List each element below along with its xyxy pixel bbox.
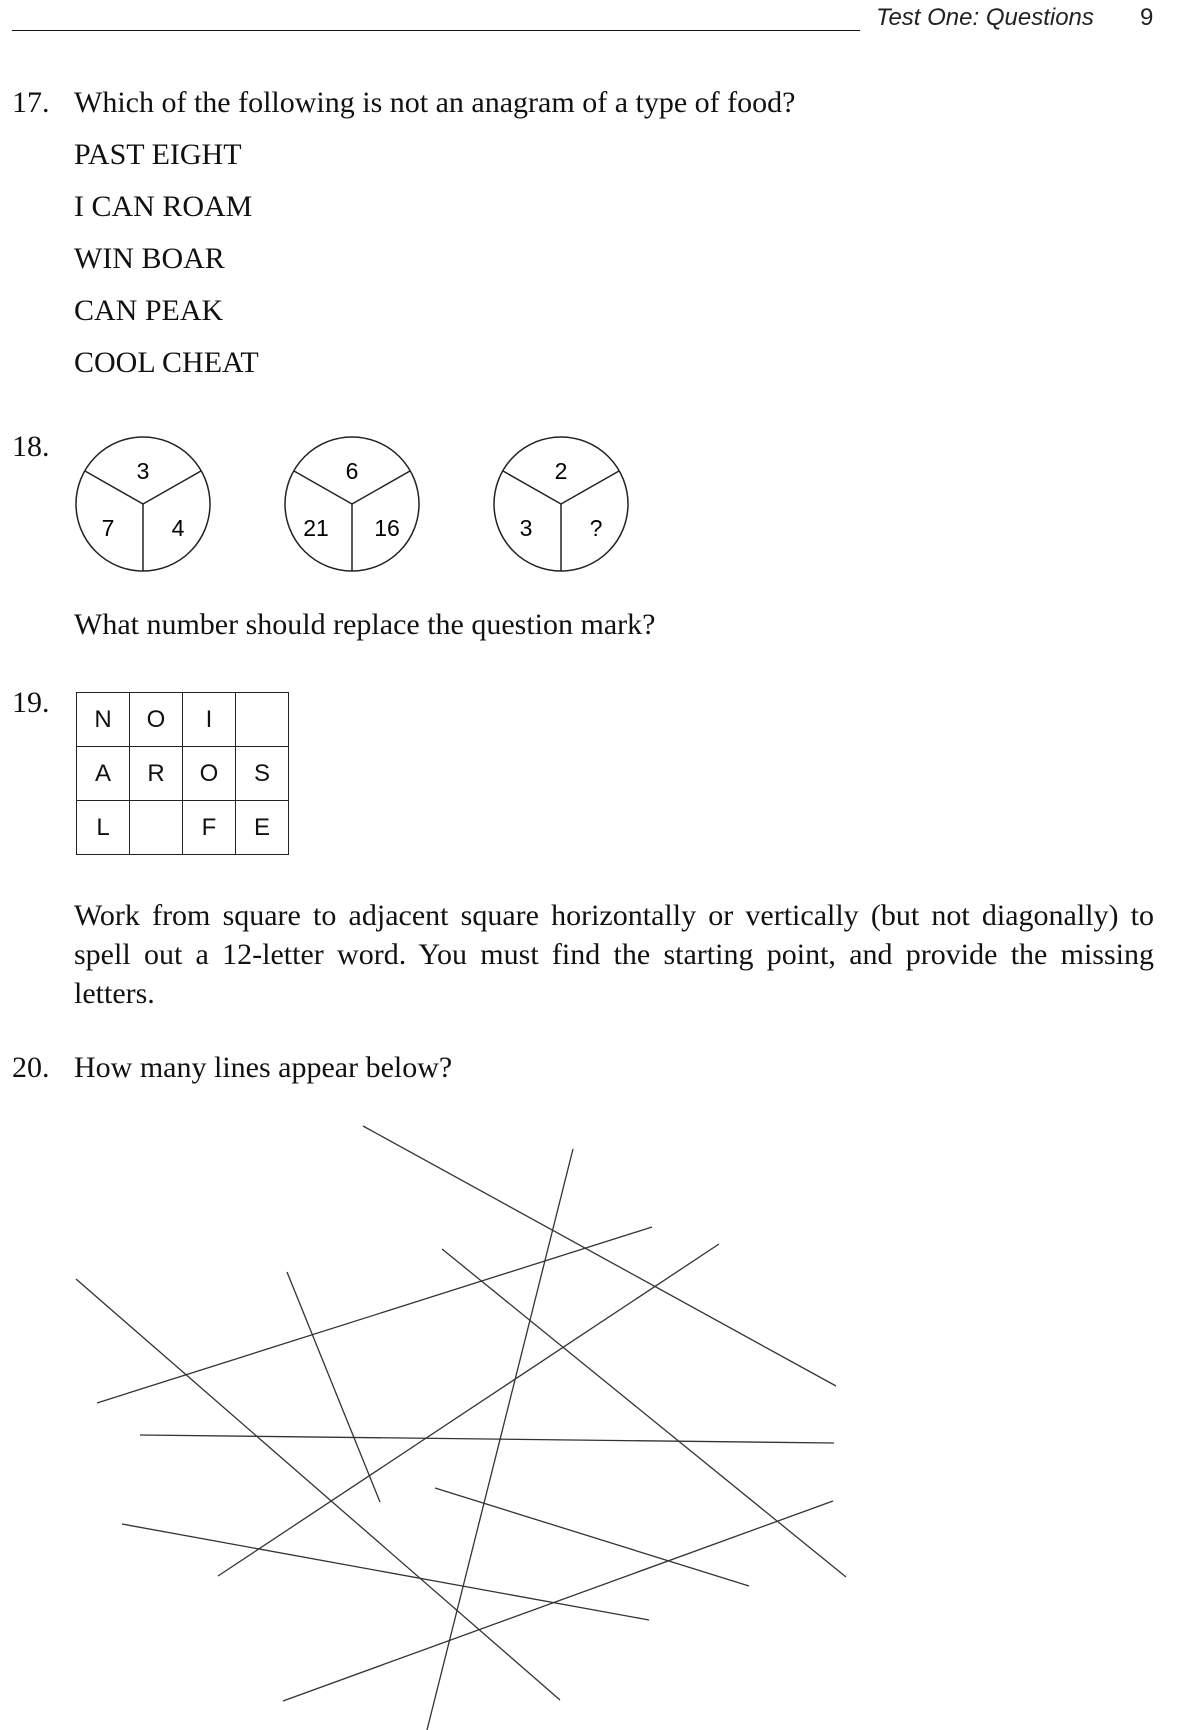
question-19-number: 19. <box>12 686 50 719</box>
lines-figure <box>0 1100 1184 1730</box>
grid-cell: A <box>77 747 130 801</box>
grid-cell: L <box>77 801 130 855</box>
q17-option: PAST EIGHT <box>74 138 242 171</box>
figure-line <box>435 1488 749 1586</box>
circle-value-left: 21 <box>303 515 329 541</box>
puzzle-circle <box>285 437 419 571</box>
question-17-text: Which of the following is not an anagram of a type of food? <box>74 86 796 119</box>
figure-line <box>122 1524 649 1620</box>
circle-value-top: 3 <box>136 458 150 484</box>
question-20-number: 20. <box>12 1051 50 1084</box>
circle-value-left: 7 <box>101 515 115 541</box>
question-18-number: 18. <box>12 430 50 463</box>
question-20-text: How many lines appear below? <box>74 1051 453 1084</box>
grid-cell: F <box>183 801 236 855</box>
circle-value-left: 3 <box>519 515 533 541</box>
q17-option: I CAN ROAM <box>74 190 253 223</box>
question-17-number: 17. <box>12 86 50 119</box>
grid-cell: S <box>236 747 289 801</box>
grid-cell: E <box>236 801 289 855</box>
circle-value-top: 6 <box>345 458 359 484</box>
grid-cell: O <box>130 693 183 747</box>
figure-line <box>442 1249 846 1577</box>
figure-line <box>287 1272 380 1502</box>
figure-line <box>140 1435 834 1443</box>
circle-value-right: 16 <box>374 515 400 541</box>
circle-puzzle <box>0 425 1184 585</box>
puzzle-circle <box>76 437 210 571</box>
page-number: 9 <box>1140 4 1154 31</box>
puzzle-circle <box>494 437 628 571</box>
q17-option: COOL CHEAT <box>74 346 259 379</box>
grid-cell <box>130 801 183 855</box>
figure-line <box>218 1244 719 1576</box>
circle-value-right: 4 <box>171 515 185 541</box>
grid-cell: N <box>77 693 130 747</box>
grid-cell: I <box>183 693 236 747</box>
question-18-text: What number should replace the question mark? <box>74 608 656 641</box>
running-title: Test One: Questions <box>876 4 1094 31</box>
q17-option: WIN BOAR <box>74 242 225 275</box>
header-rule <box>12 30 860 31</box>
grid-cell <box>236 693 289 747</box>
figure-line <box>363 1126 836 1386</box>
circle-value-right: ? <box>589 515 603 541</box>
q17-option: CAN PEAK <box>74 294 224 327</box>
grid-cell: R <box>130 747 183 801</box>
grid-cell: O <box>183 747 236 801</box>
figure-line <box>97 1227 652 1403</box>
letter-grid <box>76 692 289 855</box>
circle-value-top: 2 <box>554 458 568 484</box>
question-19-instructions: Work from square to adjacent square horizontally or vertically (but not diagonally) to spell out a 12-letter word. You must find the starting point, and provide the missing letters. <box>74 899 1154 1010</box>
